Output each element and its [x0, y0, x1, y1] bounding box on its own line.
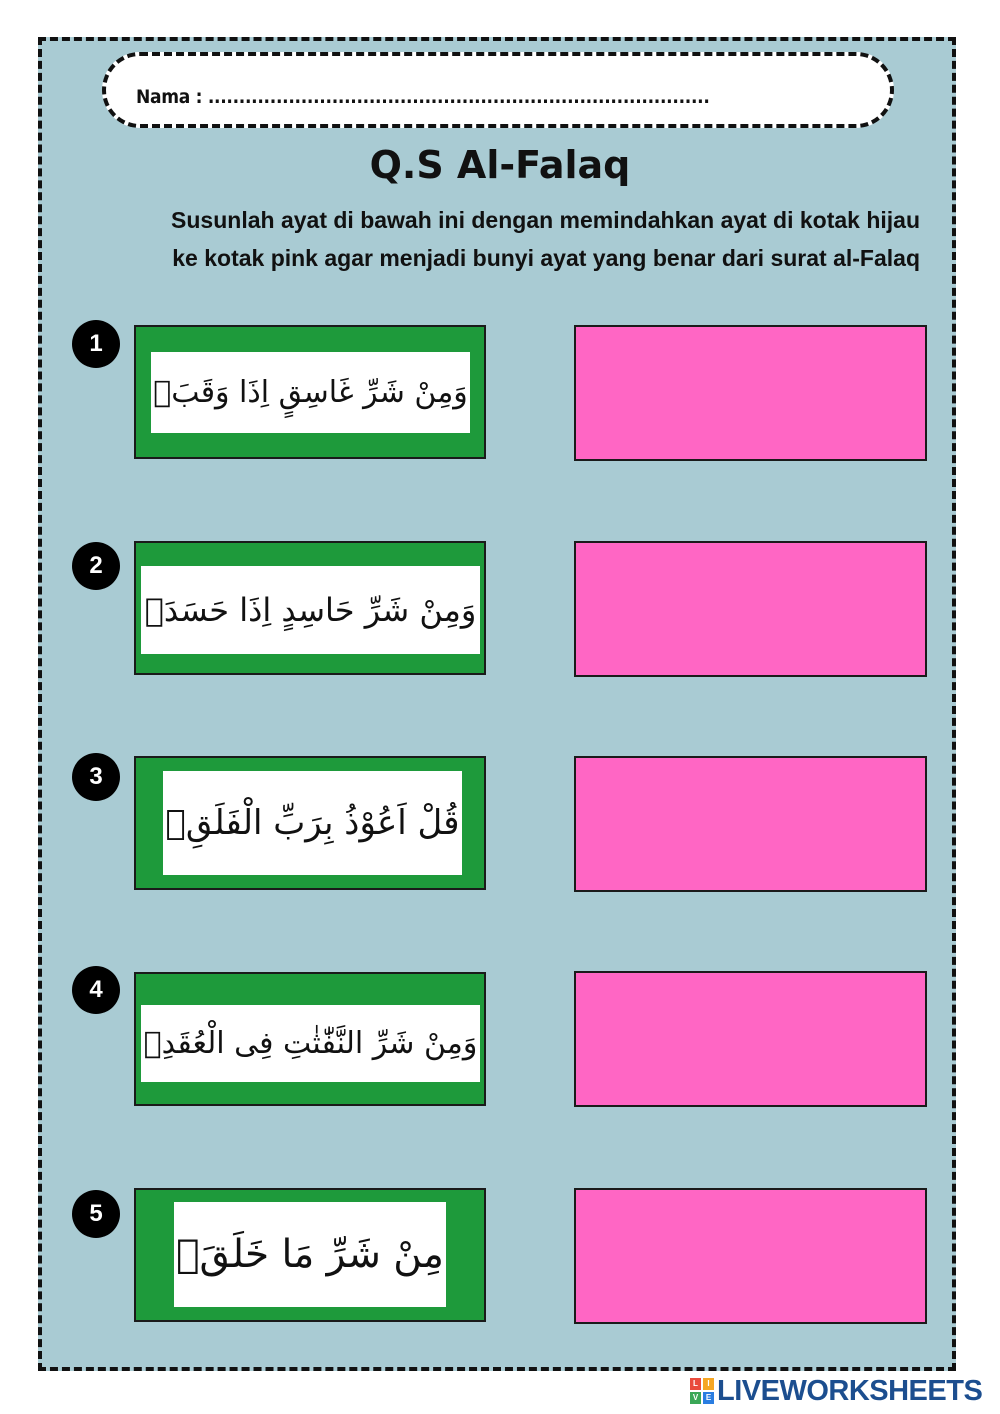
draggable-ayah-1[interactable]: وَمِنْ شَرِّ غَاسِقٍ اِذَا وَقَبَۙ	[151, 352, 470, 433]
item-number-2: 2	[72, 542, 120, 590]
instruction-line-2: ke kotak pink agar menjadi bunyi ayat yang benar dari surat al-Falaq	[172, 245, 920, 271]
name-field-box[interactable]	[102, 52, 894, 128]
liveworksheets-logo	[690, 1376, 982, 1406]
item-number-1: 1	[72, 320, 120, 368]
instruction-line-1: Susunlah ayat di bawah ini dengan memindahkan ayat di kotak hijau	[171, 207, 920, 233]
logo-wordmark: LIVEWORKSHEETS	[717, 1374, 983, 1407]
logo-mark-icon	[690, 1378, 714, 1404]
name-label: Nama : .................................................................................	[136, 86, 710, 108]
pink-drop-box-4[interactable]	[574, 971, 927, 1107]
item-number-5: 5	[72, 1190, 120, 1238]
draggable-ayah-4[interactable]: وَمِنْ شَرِّ النَّفّٰثٰتِ فِى الْعُقَدِۙ	[141, 1005, 480, 1082]
draggable-ayah-2[interactable]: وَمِنْ شَرِّ حَاسِدٍ اِذَا حَسَدَࣖ	[141, 566, 480, 654]
logo-letter-i: I	[703, 1378, 714, 1390]
pink-drop-box-3[interactable]	[574, 756, 927, 892]
pink-drop-box-1[interactable]	[574, 325, 927, 461]
logo-letter-l: L	[690, 1378, 701, 1390]
logo-letter-e: E	[703, 1392, 714, 1404]
pink-drop-box-5[interactable]	[574, 1188, 927, 1324]
logo-letter-v: V	[690, 1392, 701, 1404]
worksheet-panel	[38, 37, 956, 1371]
item-number-3: 3	[72, 753, 120, 801]
item-number-4: 4	[72, 966, 120, 1014]
draggable-ayah-5[interactable]: مِنْ شَرِّ مَا خَلَقَۙ	[174, 1202, 446, 1307]
page-title: Q.S Al-Falaq	[369, 143, 631, 187]
draggable-ayah-3[interactable]: قُلْ اَعُوْذُ بِرَبِّ الْفَلَقِۙ	[163, 771, 462, 875]
pink-drop-box-2[interactable]	[574, 541, 927, 677]
